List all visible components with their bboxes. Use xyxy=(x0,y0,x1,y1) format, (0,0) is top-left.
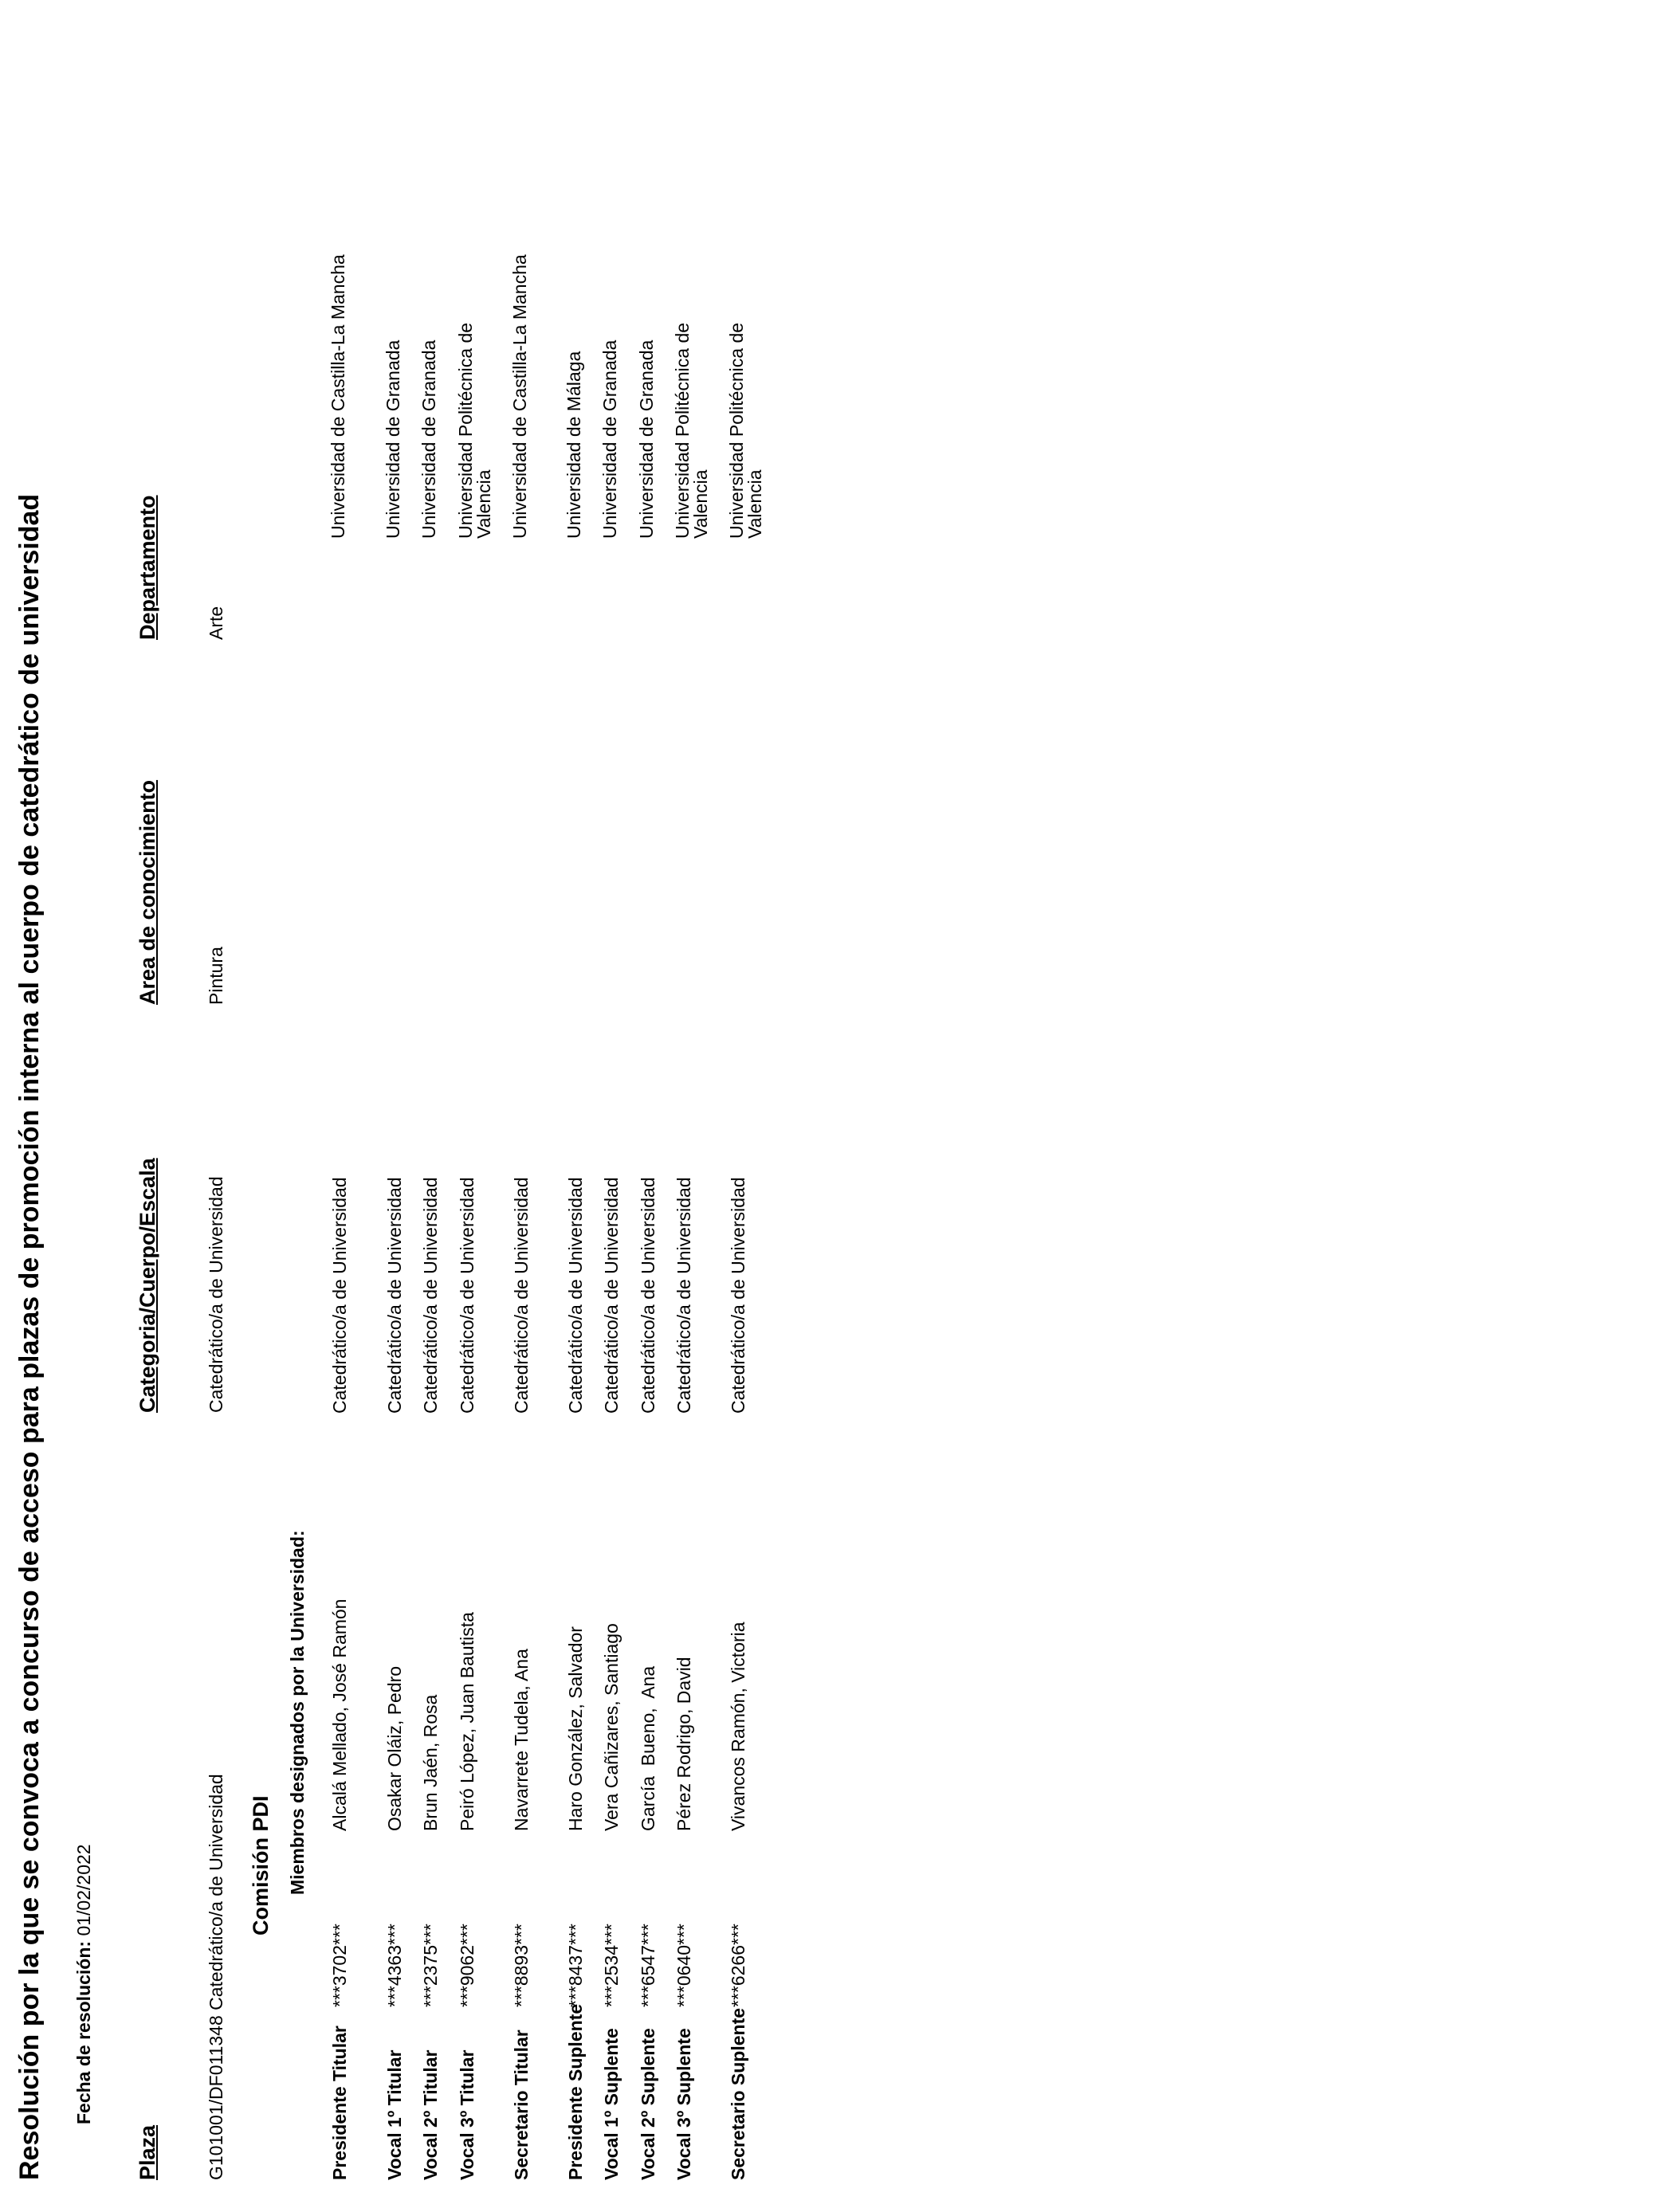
member-dni: ***6266*** xyxy=(728,1924,748,2007)
member-row xyxy=(329,0,366,2212)
member-role: Vocal 3º Suplente xyxy=(674,2028,694,2180)
member-row xyxy=(420,0,457,2212)
resolution-date xyxy=(73,1844,95,2124)
member-categoria: Catedrático/a de Universidad xyxy=(511,1177,532,1414)
member-role: Vocal 3º Titular xyxy=(457,2049,477,2180)
member-name: Haro González, Salvador xyxy=(565,1626,586,1831)
member-name: Peiró López, Juan Bautista xyxy=(457,1612,477,1831)
member-categoria: Catedrático/a de Universidad xyxy=(384,1177,405,1414)
member-universidad: Universidad de Granada xyxy=(418,339,439,539)
member-name: Vera Cañizares, Santiago xyxy=(601,1623,622,1831)
member-categoria: Catedrático/a de Universidad xyxy=(728,1177,748,1414)
member-dni: ***9062*** xyxy=(457,1924,477,2007)
member-name: Pérez Rodrigo, David xyxy=(674,1657,694,1831)
member-dni: ***2375*** xyxy=(420,1924,441,2007)
resolution-date-label: Fecha de resolución: xyxy=(73,1940,94,2124)
member-categoria: Catedrático/a de Universidad xyxy=(601,1177,622,1414)
member-row xyxy=(511,0,548,2212)
member-role: Vocal 1º Titular xyxy=(384,2049,405,2180)
member-role: Presidente Titular xyxy=(329,2026,350,2180)
plaza-area: Pintura xyxy=(206,947,226,1005)
member-universidad: Universidad Politécnica de Valencia xyxy=(726,322,765,539)
member-universidad: Universidad de Granada xyxy=(636,339,657,539)
member-role: Presidente Suplente xyxy=(565,2003,586,2180)
member-row xyxy=(674,0,710,2212)
member-row xyxy=(601,0,638,2212)
document-title: Resolución por la que se convoca a concurso de acceso para plazas de promoción interna al cuerpo de catedrático de universidad xyxy=(14,493,45,2180)
member-universidad: Universidad de Castilla-La Mancha xyxy=(328,254,348,539)
comision-subtitle: Miembros designados por la Universidad: xyxy=(287,1530,308,1895)
member-dni: ***4363*** xyxy=(384,1924,405,2007)
member-dni: ***8437*** xyxy=(565,1924,586,2007)
plaza-categoria: Catedrático/a de Universidad xyxy=(206,1176,226,1413)
member-role: Vocal 1º Suplente xyxy=(601,2028,622,2180)
member-role: Secretario Suplente xyxy=(728,2007,748,2180)
member-dni: ***6547*** xyxy=(638,1924,658,2007)
member-universidad: Universidad de Castilla-La Mancha xyxy=(509,254,530,539)
member-row xyxy=(457,0,493,2212)
member-dni: ***0640*** xyxy=(674,1924,694,2007)
member-row xyxy=(565,0,602,2212)
member-row xyxy=(728,0,764,2212)
member-row xyxy=(638,0,674,2212)
comision-title: Comisión PDI xyxy=(249,1795,273,1936)
member-name: Vivancos Ramón, Victoria xyxy=(728,1622,748,1831)
member-categoria: Catedrático/a de Universidad xyxy=(420,1177,441,1414)
header-departamento: Departamento xyxy=(135,495,159,640)
member-categoria: Catedrático/a de Universidad xyxy=(329,1177,350,1414)
member-dni: ***3702*** xyxy=(329,1924,350,2007)
member-role: Vocal 2º Titular xyxy=(420,2049,441,2180)
plaza-code: G101001/DF011348 Catedrático/a de Universidad xyxy=(206,1774,226,2180)
member-universidad: Universidad de Granada xyxy=(383,339,403,539)
member-name: García Bueno, Ana xyxy=(638,1665,658,1831)
plaza-departamento: Arte xyxy=(206,606,226,640)
member-name: Osakar Oláiz, Pedro xyxy=(384,1665,405,1831)
member-name: Brun Jaén, Rosa xyxy=(420,1694,441,1831)
header-area: Area de conocimiento xyxy=(135,779,159,1005)
member-categoria: Catedrático/a de Universidad xyxy=(638,1177,658,1414)
header-plaza: Plaza xyxy=(135,2124,159,2180)
member-row xyxy=(384,0,421,2212)
member-universidad: Universidad de Málaga xyxy=(564,351,584,539)
member-role: Secretario Titular xyxy=(511,2030,532,2180)
member-role: Vocal 2º Suplente xyxy=(638,2028,658,2180)
member-dni: ***8893*** xyxy=(511,1924,532,2007)
header-categoria: Categoria/Cuerpo/Escala xyxy=(135,1158,159,1413)
member-universidad: Universidad Politécnica de Valencia xyxy=(455,322,494,539)
member-universidad: Universidad Politécnica de Valencia xyxy=(672,322,711,539)
member-name: Navarrete Tudela, Ana xyxy=(511,1649,532,1831)
resolution-date-value: 01/02/2022 xyxy=(73,1844,94,1936)
member-categoria: Catedrático/a de Universidad xyxy=(457,1177,477,1414)
member-dni: ***2534*** xyxy=(601,1924,622,2007)
member-universidad: Universidad de Granada xyxy=(599,339,620,539)
member-categoria: Catedrático/a de Universidad xyxy=(674,1177,694,1414)
member-name: Alcalá Mellado, José Ramón xyxy=(329,1598,350,1831)
member-categoria: Catedrático/a de Universidad xyxy=(565,1177,586,1414)
